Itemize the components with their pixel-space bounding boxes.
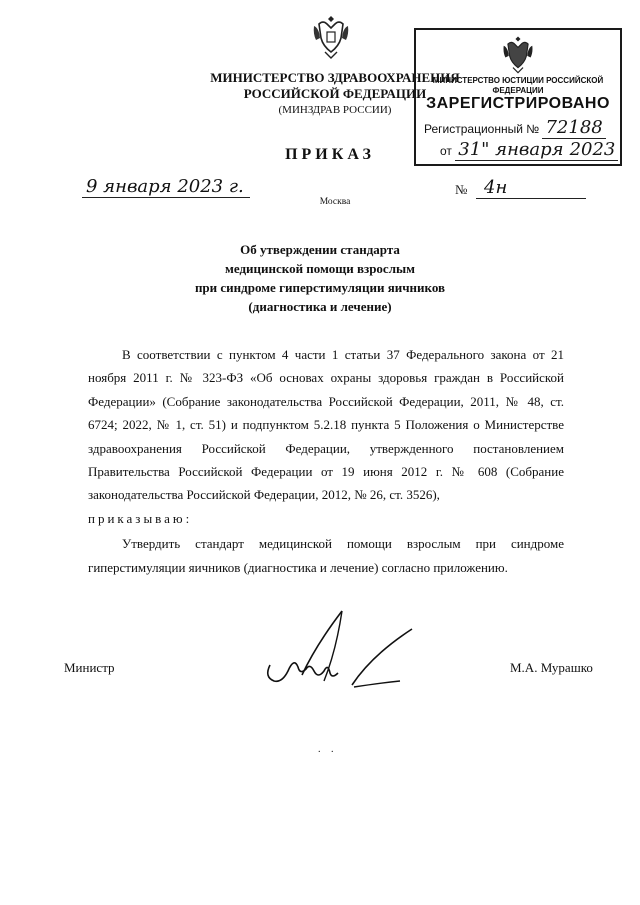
order-word: приказываю:	[88, 510, 193, 526]
stamp-ministry: МИНИСТЕРСТВО ЮСТИЦИИ РОССИЙСКОЙ ФЕДЕРАЦИИ	[432, 76, 604, 95]
stamp-reg-label: Регистрационный №	[424, 122, 540, 136]
ministry-name-line1: МИНИСТЕРСТВО ЗДРАВООХРАНЕНИЯ	[210, 70, 460, 85]
coat-of-arms-emblem	[311, 12, 351, 62]
heading-line4: (диагностика и лечение)	[248, 299, 392, 314]
handwritten-signature	[250, 605, 430, 715]
stamp-emblem	[500, 34, 536, 76]
preamble-paragraph: В соответствии с пунктом 4 части 1 статьи 37 Федерального закона от 21 ноября 2011 г. № 323-ФЗ «Об основах охраны здоровья граждан в Российской Федерации» (Собрание законодательства Российской Федерации, 2011, № 48, ст. 6724; 2022, № 1, ст. 51) и подпунктом 5.2.18 пункта 5 Положения о Министерстве здравоохранения Российской Федерации, утвержденного постановлением Правительства Российской Федерации от 19 июня 2012 г. № 608 (Собрание законодательства Российской Федерации, 2012, № 26, ст. 3526),	[88, 347, 564, 503]
stamp-date-prefix: от	[440, 144, 452, 158]
registration-stamp	[414, 28, 622, 166]
stamp-date-row	[440, 141, 620, 160]
order-date: 9 января 2023 г.	[82, 176, 250, 198]
minister-title: Министр	[64, 660, 115, 675]
stamp-reg-number-row	[424, 119, 620, 138]
stamp-reg-number: 72188	[542, 117, 605, 139]
heading-line3: при синдроме гиперстимуляции яичников	[194, 280, 446, 295]
order-city: Москва	[319, 197, 351, 207]
order-title: ПРИКАЗ	[285, 146, 375, 163]
document-body	[88, 343, 564, 579]
resolution-paragraph: Утвердить стандарт медицинской помощи взрослым при синдроме гиперстимуляции яичников (диагностика и лечение) согласно приложению.	[88, 536, 564, 575]
document-heading	[120, 240, 520, 316]
scan-dots: . .	[318, 744, 338, 755]
minister-name: М.А. Мурашко	[510, 660, 593, 675]
ministry-name-line2: РОССИЙСКОЙ ФЕДЕРАЦИИ	[243, 86, 427, 101]
stamp-date-value: 31" января	[455, 139, 566, 161]
stamp-registered: ЗАРЕГИСТРИРОВАНО	[426, 95, 610, 112]
order-number: 4н	[476, 177, 586, 199]
heading-line2: медицинской помощи взрослым	[224, 261, 415, 276]
stamp-date-year: 2023	[567, 139, 619, 161]
heading-line1: Об утверждении стандарта	[240, 242, 400, 257]
ministry-short-name: (МИНЗДРАВ РОССИИ)	[278, 104, 392, 116]
order-number-sign: №	[455, 182, 468, 197]
